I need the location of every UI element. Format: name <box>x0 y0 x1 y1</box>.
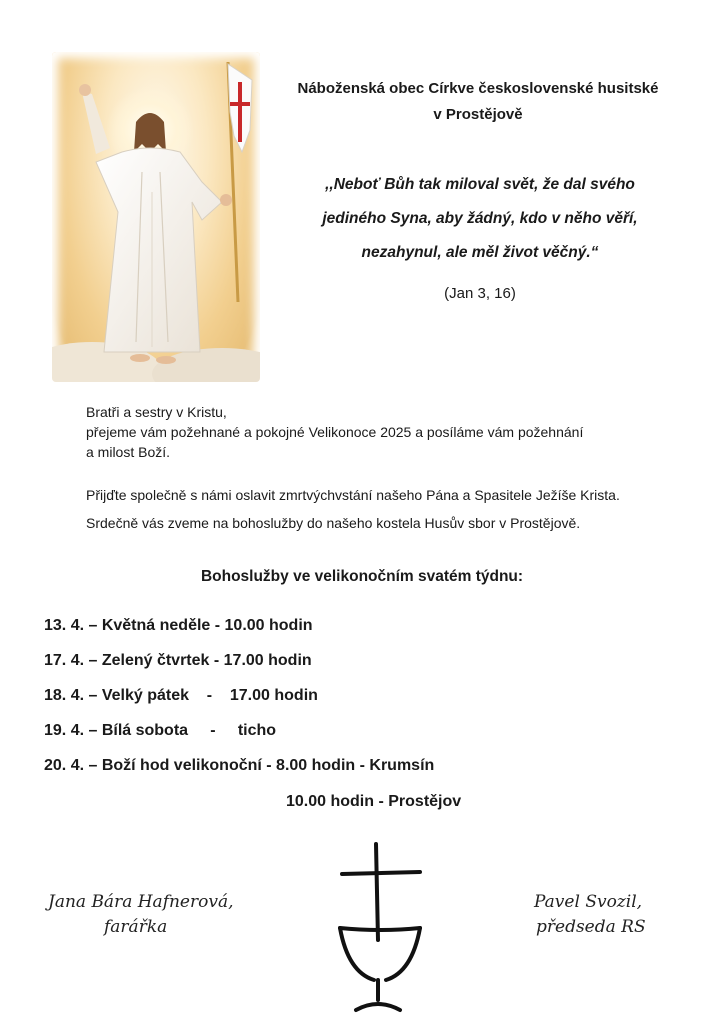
signature-right-name: Pavel Svozil, <box>534 892 643 912</box>
quote-reference: (Jan 3, 16) <box>444 285 516 302</box>
risen-christ-image <box>52 52 260 382</box>
organization-line-2: v Prostějově <box>433 106 523 123</box>
greeting-paragraph <box>86 402 686 462</box>
schedule-item-extra: 10.00 hodin - Prostějov <box>286 793 462 810</box>
quote-line-3: nezahynul, ale měl život věčný.“ <box>361 244 599 261</box>
wish-line-2: a milost Boží. <box>86 444 171 460</box>
welcome-line: Srdečně vás zveme na bohoslužby do našeho kostela Husův sbor v Prostějově. <box>86 515 581 531</box>
signature-left-role: farářka <box>104 917 168 937</box>
organization-line-1: Náboženská obec Církve československé husitské <box>297 80 659 97</box>
greeting-line: Bratři a sestry v Kristu, <box>86 404 227 420</box>
schedule-item: 17. 4. – Zelený čtvrtek - 17.00 hodin <box>44 652 312 669</box>
signature-left-name: Jana Bára Hafnerová, <box>48 892 234 912</box>
invite-line: Přijďte společně s námi oslavit zmrtvýchvstání našeho Pána a Spasitele Ježíše Krista. <box>86 487 620 503</box>
schedule-item: 18. 4. – Velký pátek - 17.00 hodin <box>44 687 318 704</box>
schedule-item: 13. 4. – Květná neděle - 10.00 hodin <box>44 617 313 634</box>
quote-line-1: ,,Neboť Bůh tak miloval svět, že dal svého <box>325 176 635 193</box>
signature-right-role: předseda RS <box>536 917 646 937</box>
chalice-cross-icon <box>334 840 426 1020</box>
schedule-item: 19. 4. – Bílá sobota - ticho <box>44 722 277 739</box>
quote-line-2: jediného Syna, aby žádný, kdo v něho věří, <box>322 210 638 227</box>
wish-line-1: přejeme vám požehnané a pokojné Velikonoce 2025 a posíláme vám požehnání <box>86 424 584 440</box>
schedule-title: Bohoslužby ve velikonočním svatém týdnu: <box>200 568 524 585</box>
schedule-item: 20. 4. – Boží hod velikonoční - 8.00 hodin - Krumsín <box>44 757 435 774</box>
